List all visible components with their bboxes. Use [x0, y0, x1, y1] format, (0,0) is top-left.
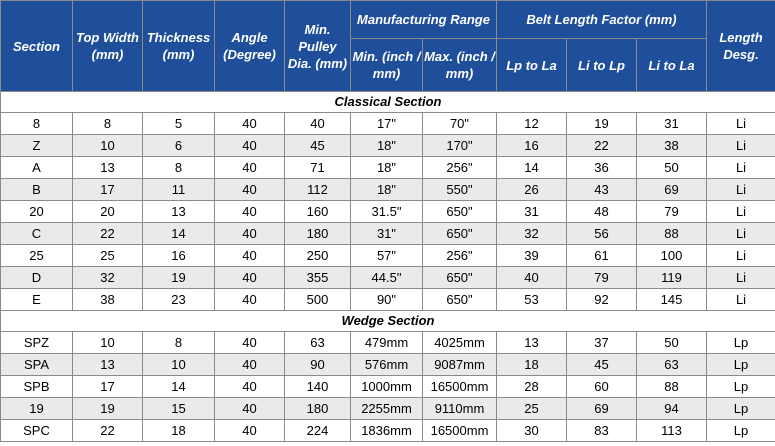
- table-cell: 40: [215, 179, 285, 201]
- table-cell: 8: [143, 332, 215, 354]
- table-cell: 224: [285, 420, 351, 442]
- table-cell: 25: [497, 398, 567, 420]
- table-cell: 83: [567, 420, 637, 442]
- table-cell: 14: [497, 157, 567, 179]
- table-cell: A: [1, 157, 73, 179]
- table-cell: 256": [423, 157, 497, 179]
- table-cell: 16500mm: [423, 376, 497, 398]
- table-cell: 25: [1, 245, 73, 267]
- table-cell: SPC: [1, 420, 73, 442]
- table-cell: 100: [637, 245, 707, 267]
- table-cell: 40: [215, 267, 285, 289]
- table-cell: 10: [73, 332, 143, 354]
- table-cell: 18": [351, 157, 423, 179]
- table-cell: 30: [497, 420, 567, 442]
- table-cell: Li: [707, 135, 775, 157]
- table-cell: 61: [567, 245, 637, 267]
- table-cell: 170": [423, 135, 497, 157]
- table-cell: 18": [351, 135, 423, 157]
- table-cell: 160: [285, 201, 351, 223]
- table-cell: 18": [351, 179, 423, 201]
- header-li-to-la: Li to La: [637, 39, 707, 92]
- header-length-desg: Length Desg.: [707, 1, 775, 92]
- table-cell: 16: [143, 245, 215, 267]
- table-cell: 19: [143, 267, 215, 289]
- table-cell: 63: [285, 332, 351, 354]
- table-cell: 60: [567, 376, 637, 398]
- table-cell: 28: [497, 376, 567, 398]
- table-cell: 113: [637, 420, 707, 442]
- table-cell: 92: [567, 289, 637, 311]
- table-cell: D: [1, 267, 73, 289]
- table-cell: 63: [637, 354, 707, 376]
- table-cell: 79: [637, 201, 707, 223]
- table-cell: Lp: [707, 332, 775, 354]
- table-cell: 20: [73, 201, 143, 223]
- table-cell: 53: [497, 289, 567, 311]
- table-cell: 40: [285, 113, 351, 135]
- table-cell: 40: [215, 245, 285, 267]
- table-cell: 8: [1, 113, 73, 135]
- table-cell: 40: [215, 289, 285, 311]
- table-cell: 256": [423, 245, 497, 267]
- table-cell: 112: [285, 179, 351, 201]
- table-cell: 4025mm: [423, 332, 497, 354]
- table-row: [1, 113, 775, 135]
- table-cell: 16: [497, 135, 567, 157]
- table-cell: 94: [637, 398, 707, 420]
- table-cell: 19: [567, 113, 637, 135]
- header-lp-to-la: Lp to La: [497, 39, 567, 92]
- table-cell: 650": [423, 223, 497, 245]
- table-row: [1, 420, 775, 442]
- table-cell: 40: [215, 201, 285, 223]
- table-cell: 50: [637, 332, 707, 354]
- table-cell: SPZ: [1, 332, 73, 354]
- table-cell: 31.5": [351, 201, 423, 223]
- table-cell: 38: [637, 135, 707, 157]
- table-cell: Lp: [707, 376, 775, 398]
- table-cell: 18: [143, 420, 215, 442]
- table-cell: 23: [143, 289, 215, 311]
- table-cell: 40: [215, 157, 285, 179]
- table-cell: 40: [215, 135, 285, 157]
- table-cell: 13: [497, 332, 567, 354]
- table-cell: Li: [707, 179, 775, 201]
- table-cell: 13: [73, 157, 143, 179]
- table-cell: C: [1, 223, 73, 245]
- table-cell: 90: [285, 354, 351, 376]
- table-row: [1, 157, 775, 179]
- table-cell: 576mm: [351, 354, 423, 376]
- table-cell: 22: [73, 223, 143, 245]
- table-cell: 26: [497, 179, 567, 201]
- table-cell: 71: [285, 157, 351, 179]
- table-cell: 16500mm: [423, 420, 497, 442]
- table-cell: 10: [73, 135, 143, 157]
- table-cell: 31: [637, 113, 707, 135]
- table-cell: 9110mm: [423, 398, 497, 420]
- table-cell: 479mm: [351, 332, 423, 354]
- table-cell: 5: [143, 113, 215, 135]
- section-heading: Classical Section: [1, 92, 775, 113]
- table-cell: Lp: [707, 420, 775, 442]
- table-cell: 650": [423, 289, 497, 311]
- header-belt-length-factor: Belt Length Factor (mm): [497, 1, 707, 39]
- table-cell: 90": [351, 289, 423, 311]
- table-cell: 40: [215, 420, 285, 442]
- table-cell: 40: [215, 354, 285, 376]
- table-cell: 11: [143, 179, 215, 201]
- table-cell: 48: [567, 201, 637, 223]
- table-row: [1, 376, 775, 398]
- section-heading: Wedge Section: [1, 311, 775, 332]
- table-cell: 69: [567, 398, 637, 420]
- table-row: [1, 201, 775, 223]
- table-cell: Li: [707, 289, 775, 311]
- table-cell: Li: [707, 157, 775, 179]
- table-cell: 500: [285, 289, 351, 311]
- table-cell: SPB: [1, 376, 73, 398]
- table-cell: 18: [497, 354, 567, 376]
- table-cell: 40: [215, 376, 285, 398]
- table-cell: 17: [73, 376, 143, 398]
- table-cell: 145: [637, 289, 707, 311]
- table-cell: 1836mm: [351, 420, 423, 442]
- table-cell: 22: [73, 420, 143, 442]
- table-cell: 17: [73, 179, 143, 201]
- table-cell: B: [1, 179, 73, 201]
- table-cell: 88: [637, 376, 707, 398]
- table-cell: 32: [73, 267, 143, 289]
- table-cell: Z: [1, 135, 73, 157]
- header-range-max: Max. (inch / mm): [423, 39, 497, 92]
- table-row: [1, 135, 775, 157]
- table-cell: 40: [497, 267, 567, 289]
- table-cell: 140: [285, 376, 351, 398]
- table-cell: 17": [351, 113, 423, 135]
- table-cell: 8: [143, 157, 215, 179]
- table-cell: Li: [707, 201, 775, 223]
- header-manufacturing-range: Manufacturing Range: [351, 1, 497, 39]
- table-cell: 56: [567, 223, 637, 245]
- table-cell: 1000mm: [351, 376, 423, 398]
- table-cell: Li: [707, 223, 775, 245]
- table-cell: 31": [351, 223, 423, 245]
- table-cell: 40: [215, 223, 285, 245]
- table-cell: 13: [73, 354, 143, 376]
- header-top-width: Top Width (mm): [73, 1, 143, 92]
- table-cell: 22: [567, 135, 637, 157]
- table-cell: 19: [1, 398, 73, 420]
- table-cell: 79: [567, 267, 637, 289]
- table-row: [1, 332, 775, 354]
- table-row: [1, 354, 775, 376]
- table-cell: 650": [423, 201, 497, 223]
- table-header: [1, 1, 775, 92]
- table-cell: 650": [423, 267, 497, 289]
- table-cell: 40: [215, 332, 285, 354]
- table-body: [1, 92, 775, 442]
- table-cell: Li: [707, 113, 775, 135]
- table-cell: 20: [1, 201, 73, 223]
- table-cell: 88: [637, 223, 707, 245]
- header-range-min: Min. (inch / mm): [351, 39, 423, 92]
- table-cell: 15: [143, 398, 215, 420]
- table-row: [1, 223, 775, 245]
- table-cell: 10: [143, 354, 215, 376]
- table-cell: 8: [73, 113, 143, 135]
- table-cell: 13: [143, 201, 215, 223]
- table-cell: 180: [285, 398, 351, 420]
- table-cell: 9087mm: [423, 354, 497, 376]
- table-cell: 39: [497, 245, 567, 267]
- table-cell: 38: [73, 289, 143, 311]
- table-cell: 19: [73, 398, 143, 420]
- table-cell: 32: [497, 223, 567, 245]
- section-heading-row: [1, 311, 775, 332]
- table-cell: 31: [497, 201, 567, 223]
- header-section: Section: [1, 1, 73, 92]
- section-heading-row: [1, 92, 775, 113]
- table-cell: 40: [215, 113, 285, 135]
- table-cell: 12: [497, 113, 567, 135]
- table-cell: 57": [351, 245, 423, 267]
- table-cell: 44.5": [351, 267, 423, 289]
- table-cell: 119: [637, 267, 707, 289]
- header-angle: Angle (Degree): [215, 1, 285, 92]
- table-row: [1, 398, 775, 420]
- header-li-to-lp: Li to Lp: [567, 39, 637, 92]
- table-cell: 250: [285, 245, 351, 267]
- table-cell: 37: [567, 332, 637, 354]
- table-cell: Lp: [707, 398, 775, 420]
- table-cell: E: [1, 289, 73, 311]
- table-row: [1, 289, 775, 311]
- table-cell: 45: [567, 354, 637, 376]
- table-cell: 6: [143, 135, 215, 157]
- table-cell: 43: [567, 179, 637, 201]
- table-cell: 14: [143, 223, 215, 245]
- table-cell: 69: [637, 179, 707, 201]
- table-cell: Li: [707, 267, 775, 289]
- table-row: [1, 245, 775, 267]
- table-cell: 2255mm: [351, 398, 423, 420]
- table-cell: 50: [637, 157, 707, 179]
- table-row: [1, 179, 775, 201]
- table-cell: 25: [73, 245, 143, 267]
- table-cell: SPA: [1, 354, 73, 376]
- table-cell: Lp: [707, 354, 775, 376]
- table-cell: 36: [567, 157, 637, 179]
- table-cell: 180: [285, 223, 351, 245]
- table-cell: 40: [215, 398, 285, 420]
- table-cell: 14: [143, 376, 215, 398]
- table-row: [1, 267, 775, 289]
- table-cell: 70": [423, 113, 497, 135]
- table-cell: 550": [423, 179, 497, 201]
- table-cell: 355: [285, 267, 351, 289]
- table-cell: Li: [707, 245, 775, 267]
- header-min-pulley-dia: Min. Pulley Dia. (mm): [285, 1, 351, 92]
- header-thickness: Thickness (mm): [143, 1, 215, 92]
- table-cell: 45: [285, 135, 351, 157]
